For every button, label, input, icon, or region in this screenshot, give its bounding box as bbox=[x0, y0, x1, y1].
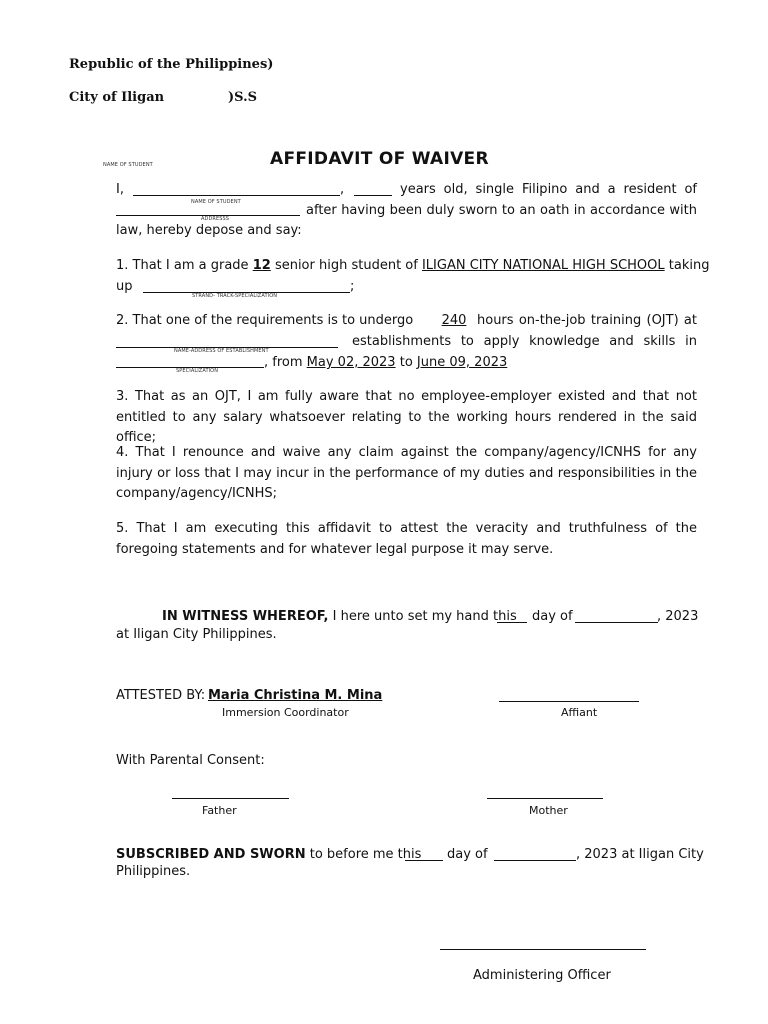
officer-label: Administering Officer bbox=[473, 968, 611, 983]
name-of-student-caption: NAME OF STUDENT bbox=[191, 199, 241, 205]
name-of-student-hint: NAME OF STUDENT bbox=[103, 162, 153, 168]
grade-value: 12 bbox=[252, 258, 271, 273]
sworn-line2: Philippines. bbox=[116, 864, 191, 879]
age-line bbox=[354, 195, 392, 196]
coordinator-name: Maria Christina M. Mina bbox=[208, 688, 383, 703]
end-date: June 09, 2023 bbox=[416, 355, 508, 370]
sworn-month-line bbox=[494, 860, 576, 861]
intro-after-sworn: after having been duly sworn to an oath in accordance with bbox=[306, 203, 697, 218]
witness-line2: at Iligan City Philippines. bbox=[116, 627, 277, 642]
intro-years-old: years old, single Filipino and a resident of bbox=[400, 182, 697, 197]
item2-suffix: hours on-the-job training (OJT) at bbox=[477, 313, 697, 328]
sworn-day-of: day of bbox=[447, 847, 488, 862]
student-name-line bbox=[133, 195, 340, 196]
item2-establishments: establishments to apply knowledge and skills in bbox=[352, 334, 697, 349]
document-title: AFFIDAVIT OF WAIVER bbox=[270, 149, 489, 169]
parental-consent-label: With Parental Consent: bbox=[116, 753, 265, 768]
item2-dates bbox=[264, 353, 507, 374]
item5-paragraph: 5. That I am executing this affidavit to attest the veracity and truthfulness of the foregoing statements and for whatever legal purpose it may serve. bbox=[116, 521, 697, 557]
item3-paragraph: 3. That as an OJT, I am fully aware that no employee-employer existed and that not entitled to any salary whatsoever relating to the working hours rendered in the said office; bbox=[116, 389, 697, 445]
witness-day-line bbox=[497, 622, 527, 623]
attested-label: ATTESTED BY: bbox=[116, 688, 206, 703]
from-label: , from bbox=[264, 355, 303, 370]
coordinator-role: Immersion Coordinator bbox=[222, 706, 349, 719]
sworn-day-line bbox=[405, 860, 443, 861]
to-label: to bbox=[399, 355, 413, 370]
sworn-text1: to before me this bbox=[309, 847, 422, 862]
start-date: May 02, 2023 bbox=[306, 355, 396, 370]
intro-i: I, bbox=[116, 182, 124, 197]
sworn-year: , 2023 at Iligan City bbox=[576, 847, 704, 862]
address-line bbox=[116, 215, 300, 216]
affiant-label: Affiant bbox=[561, 706, 598, 719]
father-label: Father bbox=[202, 804, 237, 817]
item1-line1 bbox=[116, 256, 710, 277]
item1-prefix: 1. That I am a grade bbox=[116, 258, 249, 273]
mother-label: Mother bbox=[529, 804, 568, 817]
officer-signature-line bbox=[440, 949, 646, 950]
item1-suffix: taking bbox=[668, 258, 710, 273]
item1-up: up bbox=[116, 279, 133, 294]
item1-semicolon: ; bbox=[350, 279, 355, 294]
intro-comma: , bbox=[340, 182, 345, 197]
item4-paragraph: 4. That I renounce and waive any claim against the company/agency/ICNHS for any injury or loss that I may incur in the performance of my duties and responsibilities in the company/agency/ICNHS; bbox=[116, 445, 697, 501]
affiant-signature-line bbox=[499, 701, 639, 702]
item1-middle: senior high student of bbox=[274, 258, 418, 273]
name-address-caption: NAME-ADDRESS OF ESTABLISHMENT bbox=[174, 348, 269, 354]
sworn-lead: SUBSCRIBED AND SWORN bbox=[116, 847, 306, 862]
mother-signature-line bbox=[487, 798, 603, 799]
specialization-caption: SPECIALIZATION bbox=[176, 368, 219, 374]
witness-lead: IN WITNESS WHEREOF, bbox=[162, 609, 329, 624]
witness-text1: I here unto set my hand this bbox=[332, 609, 517, 624]
ss-mark: )S.S bbox=[228, 90, 257, 105]
republic-line: Republic of the Philippines) bbox=[69, 57, 274, 72]
address-caption: ADDRESSS bbox=[201, 216, 230, 222]
hours-value: 240 bbox=[441, 313, 467, 328]
witness-month-line bbox=[575, 622, 658, 623]
city-line: City of Iligan bbox=[69, 90, 165, 105]
witness-day-of: day of bbox=[532, 609, 573, 624]
witness-year: , 2023 bbox=[657, 609, 699, 624]
item2-prefix: 2. That one of the requirements is to undergo bbox=[116, 313, 414, 328]
father-signature-line bbox=[172, 798, 289, 799]
school-name: ILIGAN CITY NATIONAL HIGH SCHOOL bbox=[421, 258, 665, 273]
intro-line3: law, hereby depose and say: bbox=[116, 223, 302, 238]
strand-caption: STRAND- TRACK-SPECIALIZATION bbox=[192, 293, 278, 299]
